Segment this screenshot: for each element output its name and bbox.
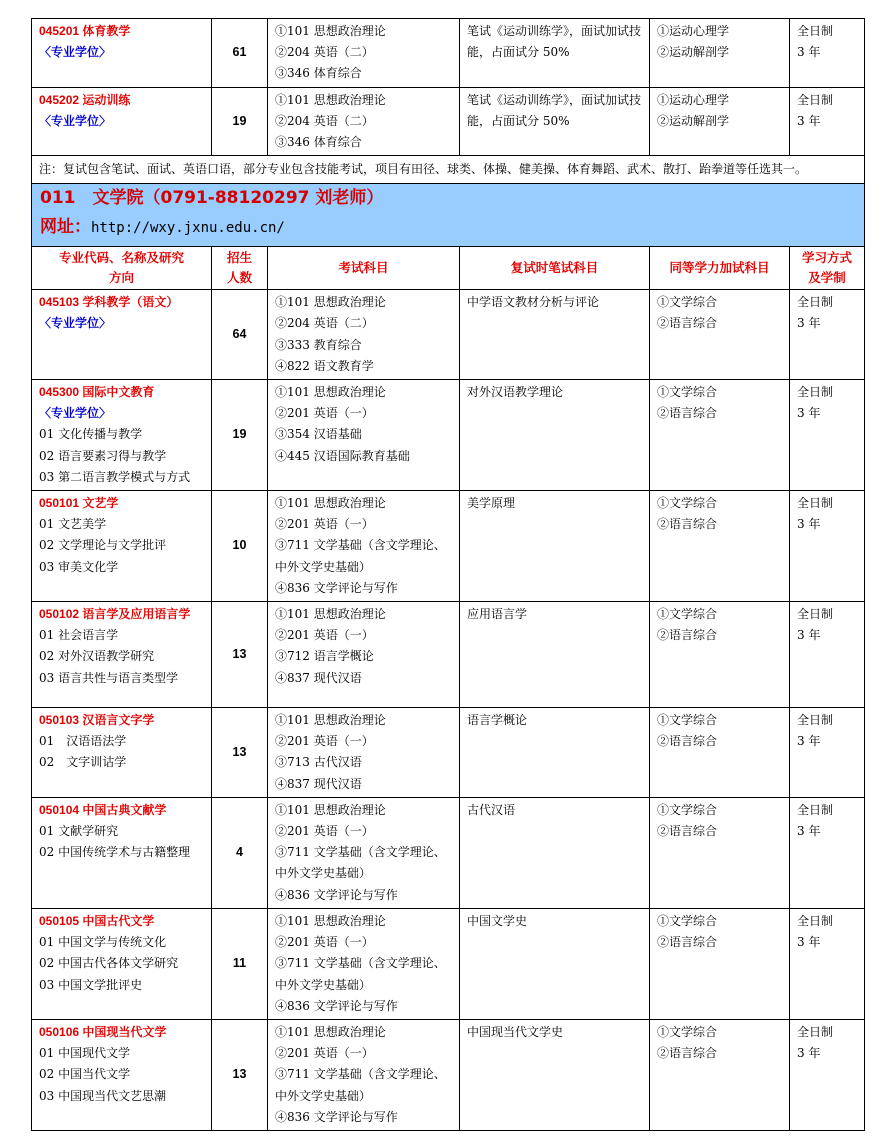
enrollment-count: 13 <box>212 708 268 798</box>
exam-subjects-cell <box>268 290 460 380</box>
study-mode: 3 年 <box>797 1046 821 1061</box>
exam-subject: ①101 思想政治理论 <box>275 92 386 107</box>
program-code-name: 050102 语言学及应用语言学 <box>39 607 191 622</box>
retest-subject: 中学语文教材分析与评论 <box>460 290 650 380</box>
degree-type: 〈专业学位〉 <box>39 113 112 128</box>
exam-subject: ①101 思想政治理论 <box>275 802 386 817</box>
study-mode: 全日制 <box>797 1024 834 1039</box>
admissions-table <box>31 18 865 1131</box>
extra-subjects-cell <box>650 1019 790 1130</box>
exam-subject: ③354 汉语基础 <box>275 427 362 442</box>
enrollment-count: 10 <box>212 491 268 602</box>
extra-subject: ②语言综合 <box>657 628 718 643</box>
exam-subject: ④822 语文教育学 <box>275 358 374 373</box>
program-code-name: 045202 运动训练 <box>39 92 131 107</box>
exam-subject: ②201 英语（一） <box>275 935 374 950</box>
exam-subjects-cell <box>268 19 460 88</box>
exam-subject: ①101 思想政治理论 <box>275 24 386 38</box>
program-name-cell <box>32 908 212 1019</box>
program-row <box>32 708 865 798</box>
program-row <box>32 19 865 88</box>
website-label: 网址： <box>40 217 91 238</box>
study-mode-cell <box>790 797 865 908</box>
study-mode: 全日制 <box>797 913 834 928</box>
study-mode-cell <box>790 87 865 156</box>
exam-subjects-cell <box>268 797 460 908</box>
study-mode: 3 年 <box>797 935 821 950</box>
extra-subject: ①文学综合 <box>657 607 718 622</box>
exam-subject: ②201 英语（一） <box>275 517 374 532</box>
extra-subjects-cell <box>650 87 790 156</box>
extra-subjects-cell <box>650 708 790 798</box>
program-code-name: 045201 体育教学 <box>39 24 131 38</box>
exam-subject: ③346 体育综合 <box>275 66 362 81</box>
enrollment-count: 64 <box>212 290 268 380</box>
retest-subject: 笔试《运动训练学》，面试加试技能，占面试分 50% <box>460 87 650 156</box>
research-direction: 01 文化传播与教学 <box>39 427 143 442</box>
research-direction: 01 社会语言学 <box>39 628 119 643</box>
retest-subject: 中国现当代文学史 <box>460 1019 650 1130</box>
extra-subjects-cell <box>650 491 790 602</box>
study-mode-cell <box>790 491 865 602</box>
exam-subject: ②201 英语（一） <box>275 734 374 749</box>
extra-subject: ②运动解剖学 <box>657 113 730 128</box>
exam-subject: ③711 文学基础（含文学理论、中外文学史基础） <box>275 956 446 992</box>
enrollment-count: 13 <box>212 1019 268 1130</box>
exam-subject: ③711 文学基础（含文学理论、中外文学史基础） <box>275 1067 446 1103</box>
enrollment-count: 61 <box>212 19 268 88</box>
program-row <box>32 908 865 1019</box>
study-mode: 3 年 <box>797 406 821 421</box>
study-mode-cell <box>790 708 865 798</box>
college-section <box>32 184 865 290</box>
study-mode: 3 年 <box>797 45 821 60</box>
exam-subject: ①101 思想政治理论 <box>275 496 386 511</box>
retest-subject: 笔试《运动训练学》，面试加试技能，占面试分 50% <box>460 19 650 88</box>
header-code: 专业代码、名称及研究方向 <box>32 247 212 290</box>
research-direction: 02 文学理论与文学批评 <box>39 538 167 553</box>
enrollment-count: 13 <box>212 602 268 708</box>
header-exam: 考试科目 <box>268 247 460 290</box>
research-direction: 02 语言要素习得与教学 <box>39 448 167 463</box>
exam-subject: ④445 汉语国际教育基础 <box>275 448 410 463</box>
study-mode: 全日制 <box>797 496 834 511</box>
exam-subjects-cell <box>268 908 460 1019</box>
study-mode-cell <box>790 380 865 491</box>
study-mode-cell <box>790 602 865 708</box>
enrollment-count: 4 <box>212 797 268 908</box>
exam-subject: ③711 文学基础（含文学理论、中外文学史基础） <box>275 845 446 881</box>
study-mode: 3 年 <box>797 316 821 331</box>
degree-type: 〈专业学位〉 <box>39 406 112 421</box>
research-direction: 03 语言共性与语言类型学 <box>39 670 179 685</box>
extra-subject: ①文学综合 <box>657 1024 718 1039</box>
program-code-name: 045300 国际中文教育 <box>39 385 155 400</box>
exam-subject: ①101 思想政治理论 <box>275 295 386 310</box>
exam-subjects-cell <box>268 380 460 491</box>
extra-subject: ①运动心理学 <box>657 24 730 38</box>
research-direction: 01 中国现代文学 <box>39 1046 131 1061</box>
program-name-cell <box>32 797 212 908</box>
exam-subjects-cell <box>268 491 460 602</box>
extra-subject: ①文学综合 <box>657 496 718 511</box>
program-name-cell <box>32 380 212 491</box>
exam-subjects-cell <box>268 1019 460 1130</box>
program-name-cell <box>32 602 212 708</box>
research-direction: 02 文字训诂学 <box>39 755 127 770</box>
exam-subjects-cell <box>268 87 460 156</box>
retest-note: 注：复试包含笔试、面试、英语口语，部分专业包含技能考试，项目有田径、球类、体操、健美操、体育舞蹈、武术、散打、跆拳道等任选其一。 <box>32 156 865 184</box>
exam-subject: ④837 现代汉语 <box>275 776 362 791</box>
research-direction: 01 文艺美学 <box>39 517 107 532</box>
extra-subject: ②语言综合 <box>657 935 718 950</box>
exam-subject: ①101 思想政治理论 <box>275 385 386 400</box>
extra-subjects-cell <box>650 797 790 908</box>
extra-subject: ②语言综合 <box>657 824 718 839</box>
retest-subject: 美学原理 <box>460 491 650 602</box>
enrollment-count: 19 <box>212 380 268 491</box>
study-mode: 3 年 <box>797 517 821 532</box>
program-row <box>32 491 865 602</box>
program-rows <box>32 290 865 1131</box>
study-mode-cell <box>790 19 865 88</box>
exam-subject: ②201 英语（一） <box>275 824 374 839</box>
program-name-cell <box>32 708 212 798</box>
program-code-name: 050106 中国现当代文学 <box>39 1024 167 1039</box>
retest-subject: 应用语言学 <box>460 602 650 708</box>
exam-subject: ②204 英语（二） <box>275 316 374 331</box>
exam-subject: ①101 思想政治理论 <box>275 1024 386 1039</box>
extra-subjects-cell <box>650 602 790 708</box>
study-mode: 全日制 <box>797 802 834 817</box>
exam-subject: ②201 英语（一） <box>275 406 374 421</box>
extra-subject: ②语言综合 <box>657 406 718 421</box>
study-mode: 3 年 <box>797 628 821 643</box>
study-mode: 全日制 <box>797 385 834 400</box>
program-name-cell <box>32 19 212 88</box>
research-direction: 02 中国当代文学 <box>39 1067 131 1082</box>
study-mode-cell <box>790 290 865 380</box>
extra-subject: ②语言综合 <box>657 734 718 749</box>
research-direction: 03 中国现当代文艺思潮 <box>39 1088 167 1103</box>
header-retest: 复试时笔试科目 <box>460 247 650 290</box>
extra-subject: ①运动心理学 <box>657 92 730 107</box>
exam-subjects-cell <box>268 708 460 798</box>
extra-subject: ①文学综合 <box>657 802 718 817</box>
program-name-cell <box>32 1019 212 1130</box>
extra-subject: ②语言综合 <box>657 1046 718 1061</box>
retest-subject: 语言学概论 <box>460 708 650 798</box>
extra-subject: ①文学综合 <box>657 913 718 928</box>
study-mode-cell <box>790 908 865 1019</box>
retest-subject: 对外汉语教学理论 <box>460 380 650 491</box>
exam-subject: ②201 英语（一） <box>275 628 374 643</box>
study-mode-cell <box>790 1019 865 1130</box>
exam-subject: ④836 文学评论与写作 <box>275 998 398 1013</box>
header-extra: 同等学力加试科目 <box>650 247 790 290</box>
retest-subject: 古代汉语 <box>460 797 650 908</box>
study-mode: 全日制 <box>797 92 834 107</box>
research-direction: 03 第二语言教学模式与方式 <box>39 469 191 484</box>
header-mode: 学习方式及学制 <box>790 247 865 290</box>
exam-subject: ④836 文学评论与写作 <box>275 580 398 595</box>
research-direction: 02 对外汉语教学研究 <box>39 649 155 664</box>
program-name-cell <box>32 87 212 156</box>
program-code-name: 050104 中国古典文献学 <box>39 802 167 817</box>
college-title: 011 文学院（0791-88120297 刘老师） <box>40 188 384 209</box>
degree-type: 〈专业学位〉 <box>39 316 112 331</box>
college-banner <box>32 184 865 247</box>
program-row <box>32 602 865 708</box>
extra-subject: ①文学综合 <box>657 295 718 310</box>
exam-subject: ④836 文学评论与写作 <box>275 1109 398 1124</box>
program-row <box>32 380 865 491</box>
extra-subjects-cell <box>650 908 790 1019</box>
extra-subjects-cell <box>650 380 790 491</box>
exam-subject: ①101 思想政治理论 <box>275 713 386 728</box>
research-direction: 02 中国古代各体文学研究 <box>39 956 179 971</box>
enrollment-count: 11 <box>212 908 268 1019</box>
extra-subject: ②语言综合 <box>657 517 718 532</box>
exam-subject: ①101 思想政治理论 <box>275 913 386 928</box>
extra-subject: ①文学综合 <box>657 385 718 400</box>
college-header-row <box>32 184 865 247</box>
study-mode: 全日制 <box>797 24 834 38</box>
research-direction: 03 审美文化学 <box>39 559 119 574</box>
program-row <box>32 290 865 380</box>
study-mode: 3 年 <box>797 734 821 749</box>
exam-subject: ③346 体育综合 <box>275 135 362 150</box>
college-website <box>40 212 856 243</box>
extra-subject: ②语言综合 <box>657 316 718 331</box>
top-program-rows <box>32 19 865 156</box>
exam-subject: ③712 语言学概论 <box>275 649 374 664</box>
exam-subject: ④836 文学评论与写作 <box>275 887 398 902</box>
exam-subject: ②204 英语（二） <box>275 45 374 60</box>
study-mode: 全日制 <box>797 295 834 310</box>
program-row <box>32 1019 865 1130</box>
note-section <box>32 156 865 184</box>
degree-type: 〈专业学位〉 <box>39 45 112 60</box>
program-name-cell <box>32 290 212 380</box>
program-code-name: 050105 中国古代文学 <box>39 913 155 928</box>
retest-subject: 中国文学史 <box>460 908 650 1019</box>
website-url[interactable]: http://wxy.jxnu.edu.cn/ <box>91 220 285 237</box>
exam-subject: ③333 教育综合 <box>275 337 362 352</box>
research-direction: 01 汉语语法学 <box>39 734 127 749</box>
header-count: 招生人数 <box>212 247 268 290</box>
research-direction: 01 中国文学与传统文化 <box>39 935 167 950</box>
research-direction: 02 中国传统学术与古籍整理 <box>39 845 191 860</box>
study-mode: 3 年 <box>797 113 821 128</box>
extra-subjects-cell <box>650 19 790 88</box>
exam-subject: ①101 思想政治理论 <box>275 607 386 622</box>
note-row <box>32 156 865 184</box>
program-code-name: 050103 汉语言文字学 <box>39 713 155 728</box>
program-code-name: 050101 文艺学 <box>39 496 119 511</box>
exam-subject: ③711 文学基础（含文学理论、中外文学史基础） <box>275 538 446 574</box>
extra-subject: ①文学综合 <box>657 713 718 728</box>
exam-subject: ②201 英语（一） <box>275 1046 374 1061</box>
enrollment-count: 19 <box>212 87 268 156</box>
exam-subject: ②204 英语（二） <box>275 113 374 128</box>
column-header-row <box>32 247 865 290</box>
exam-subjects-cell <box>268 602 460 708</box>
extra-subject: ②运动解剖学 <box>657 45 730 60</box>
study-mode: 全日制 <box>797 713 834 728</box>
exam-subject: ④837 现代汉语 <box>275 670 362 685</box>
program-code-name: 045103 学科教学（语文） <box>39 295 179 310</box>
study-mode: 全日制 <box>797 607 834 622</box>
research-direction: 01 文献学研究 <box>39 824 119 839</box>
extra-subjects-cell <box>650 290 790 380</box>
program-row <box>32 797 865 908</box>
program-row <box>32 87 865 156</box>
study-mode: 3 年 <box>797 824 821 839</box>
program-name-cell <box>32 491 212 602</box>
exam-subject: ③713 古代汉语 <box>275 755 362 770</box>
research-direction: 03 中国文学批评史 <box>39 977 143 992</box>
